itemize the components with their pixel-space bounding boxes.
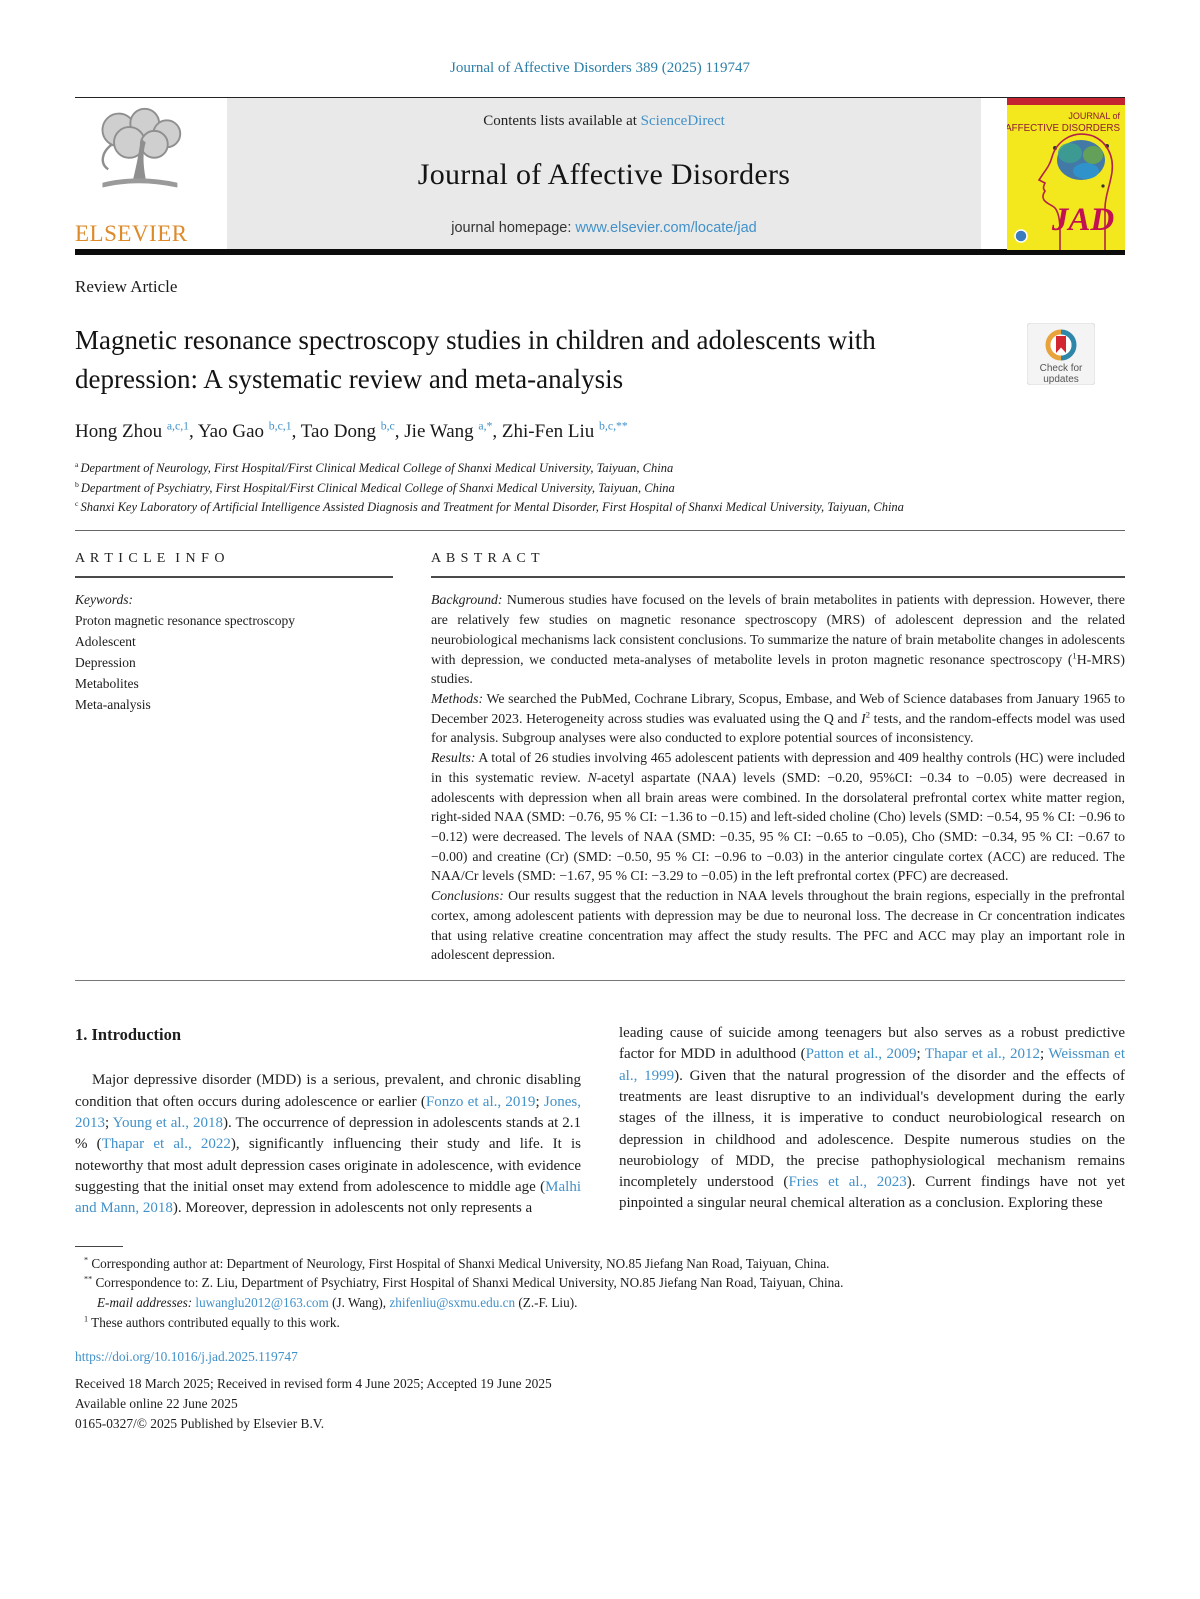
article-info-heading: A R T I C L E I N F O xyxy=(75,551,226,567)
intro-paragraph-left: Major depressive disorder (MDD) is a serious, prevalent, and chronic disabling condition that often occurs during adolescence or earlier (Fonzo et al., 2019; Jones, 2013; Young et al., 2018). The occurrence of depression in adolescents stands at 2.1 % (Thapar et al., 2022), significantly influencing their study and life. It is noteworthy that most adult depression cases originate in adolescence, with evidence suggesting that the initial onset may extend from adolescence to middle age (Malhi and Mann, 2018). Moreover, depression in adolescents not only represents a xyxy=(75,1072,582,1217)
check-for-updates-badge[interactable] xyxy=(1027,323,1095,385)
affiliation-line xyxy=(75,459,1125,478)
contents-prefix: Contents lists available at xyxy=(483,113,641,129)
abstract-heading: A B S T R A C T xyxy=(431,551,541,567)
keyword-item: Meta-analysis xyxy=(75,697,151,713)
introduction-heading: 1. Introduction xyxy=(75,1025,182,1045)
cover-title-line2: AFFECTIVE DISORDERS xyxy=(1007,123,1120,134)
abstract-background-label: Background: xyxy=(431,592,503,608)
affiliation-text: Department of Psychiatry, First Hospital/First Clinical Medical College of Shanxi Medical University, Taiyuan, China xyxy=(80,480,675,495)
footnote-emails: E-mail addresses: luwanglu2012@163.com (J. Wang), zhifenliu@sxmu.edu.cn (Z.-F. Liu). xyxy=(97,1295,578,1311)
keyword-item: Metabolites xyxy=(75,676,139,692)
abstract-rule xyxy=(431,576,1125,578)
abstract-background-text: Numerous studies have focused on the levels of brain metabolites in patients with depression. However, there are relatively few studies on magnetic resonance spectroscopy (MRS) of adolescent depression and the related neurobiological mechanisms lack consistent conclusions. To summarize the nature of brain metabolite changes in adolescents with depression, we conducted meta-analyses of metabolite levels in proton magnetic resonance spectroscopy ($^1$H-MRS) studies. xyxy=(431,592,1125,687)
keywords-label: Keywords: xyxy=(75,592,133,608)
author-list: Hong Zhou $^{a,c,1}$, Yao Gao $^{b,c,1}$, Tao Dong $^{b,c}$, Jie Wang $^{a,*}$, Zhi-Fen Liu $^{b,c,**}$ xyxy=(75,419,628,443)
affiliation-text: Shanxi Key Laboratory of Artificial Intelligence Assisted Diagnosis and Treatment for Mental Disorder, First Hospital of Shanxi Medical University, Taiyuan, China xyxy=(80,500,904,515)
intro-column-left xyxy=(75,1023,581,1220)
cover-jad-wordmark: JAD xyxy=(1051,202,1115,238)
elsevier-tree-icon xyxy=(75,104,201,205)
elsevier-logo xyxy=(75,98,227,249)
abstract-conclusions-label: Conclusions: xyxy=(431,888,504,904)
footnote-equal-contribution: $^1$ These authors contributed equally to this work. xyxy=(84,1314,340,1330)
abstract-bottom-divider xyxy=(75,980,1125,981)
abstract-methods-text: We searched the PubMed, Cochrane Library, Scopus, Embase, and Web of Science databases from January 1965 to December 2023. Heterogeneity across studies was evaluated using the Q and $I^2$ tests, and the random-effects model was used for analysis. Subgroup analyses were also conducted to explore potential sources of inconsistency. xyxy=(431,691,1125,746)
affiliation-text: Department of Neurology, First Hospital/First Clinical Medical College of Shanxi Medical University, Taiyuan, China xyxy=(80,461,674,476)
journal-citation: Journal of Affective Disorders 389 (2025) 119747 xyxy=(450,60,750,76)
affiliation-list xyxy=(75,459,1125,517)
journal-title: Journal of Affective Disorders xyxy=(417,158,791,191)
keyword-item: Depression xyxy=(75,655,136,671)
article-type-label: Review Article xyxy=(75,277,178,296)
journal-masthead xyxy=(227,98,981,249)
received-dates: Received 18 March 2025; Received in revised form 4 June 2025; Accepted 19 June 2025 xyxy=(75,1375,552,1391)
homepage-line xyxy=(237,220,971,236)
header-divider-bar xyxy=(75,249,1125,255)
affiliation-marker: b xyxy=(75,479,79,489)
homepage-prefix: journal homepage: xyxy=(451,220,576,236)
keyword-item: Adolescent xyxy=(75,634,136,650)
affiliation-divider xyxy=(75,530,1125,531)
journal-header-band xyxy=(75,97,1125,249)
cover-title-line1: JOURNAL of xyxy=(1068,111,1120,121)
footnote-correspondence-to: ** Correspondence to: Z. Liu, Department of Psychiatry, First Hospital of Shanxi Medical University, NO.85 Jiefang Nan Road, Taiyuan, China. xyxy=(84,1274,844,1291)
abstract-methods-label: Methods: xyxy=(431,691,484,706)
keywords-block xyxy=(75,590,393,716)
article-meta-block xyxy=(75,1349,1125,1434)
keyword-item: Proton magnetic resonance spectroscopy xyxy=(75,613,296,629)
doi-link[interactable]: https://doi.org/10.1016/j.jad.2025.119747 xyxy=(75,1348,298,1364)
journal-cover-thumbnail xyxy=(1007,98,1125,249)
journal-homepage-link[interactable]: www.elsevier.com/locate/jad xyxy=(575,220,757,236)
abstract-body xyxy=(431,590,1125,965)
affiliation-marker: c xyxy=(75,498,79,508)
abstract-conclusions-text: Our results suggest that the reduction in NAA levels throughout the brain regions, especially in the prefrontal cortex, among adolescent patients with depression may be due to neuronal loss. The decrease in Cr concentration indicates that using relative creatine concentration may affect the study results. The PFC and ACC may play an important role in adolescent depression. xyxy=(431,888,1125,963)
footnote-corresponding-author: * Corresponding author at: Department of Neurology, First Hospital of Shanxi Medical University, NO.85 Jiefang Nan Road, Taiyuan, China. xyxy=(84,1255,830,1271)
intro-paragraph-right: leading cause of suicide among teenagers but also serves as a robust predictive factor for MDD in adulthood (Patton et al., 2009; Thapar et al., 2012; Weissman et al., 1999). Given that the natural progression of the disorder and the effects of treatments are least disruptive to an individual's development during the early stages of the illness, it is imperative to conduct neurobiological research on depression in childhood and adolescence. Despite numerous studies on the neurobiology of MDD, the precise pathophysiological mechanism remains incompletely understood (Fries et al., 2023). Current findings have not yet pinpointed a singular neural chemical alteration as a conclusion. Exploring these xyxy=(619,1025,1126,1212)
elsevier-wordmark: ELSEVIER xyxy=(75,221,188,246)
affiliation-marker: a xyxy=(75,460,79,470)
contents-line xyxy=(237,113,971,130)
footnote-block xyxy=(75,1246,1125,1333)
check-badge-line1: Check for xyxy=(1039,363,1083,374)
affiliation-line xyxy=(75,498,1125,517)
check-badge-line2: updates xyxy=(1043,374,1079,385)
abstract-results-text: A total of 26 studies involving 465 adolescent patients with depression and 409 healthy controls (HC) were included in this systematic review. N-acetyl aspartate (NAA) levels (SMD: −0.20, 95%CI: −0.34 to −0.05) were decreased in adolescents with depression when all brain areas were combined. In the dorsolateral prefrontal cortex white matter region, right-sided NAA (SMD: −0.76, 95 % CI: −1.36 to −0.15) and left-sided choline (Cho) levels (SMD: −0.54, 95 % CI: −0.96 to −0.12) were decreased. The levels of NAA (SMD: −0.35, 95 % CI: −0.65 to −0.05), Cho (SMD: −0.34, 95 % CI: −0.67 to −0.00) and creatine (Cr) (SMD: −0.50, 95 % CI: −0.96 to −0.03) in the anterior cingulate cortex (ACC) are reduced. The NAA/Cr levels (SMD: −1.67, 95 % CI: −3.29 to −0.05) in the left prefrontal cortex (PFC) are decreased. xyxy=(431,750,1125,884)
abstract-column xyxy=(431,551,1125,965)
article-info-column xyxy=(75,551,393,965)
article-info-rule xyxy=(75,576,393,578)
keywords-list xyxy=(75,611,393,716)
article-title: Magnetic resonance spectroscopy studies in children and adolescents with depression: A systematic review and meta-analysis xyxy=(75,325,876,395)
abstract-results-label: Results: xyxy=(431,750,476,766)
available-online: Available online 22 June 2025 xyxy=(75,1395,238,1411)
sciencedirect-link[interactable]: ScienceDirect xyxy=(640,113,725,129)
affiliation-line xyxy=(75,479,1125,498)
intro-column-right xyxy=(619,1023,1125,1220)
issn-copyright: 0165-0327/© 2025 Published by Elsevier B.V. xyxy=(75,1415,325,1431)
footnote-rule xyxy=(75,1246,123,1247)
